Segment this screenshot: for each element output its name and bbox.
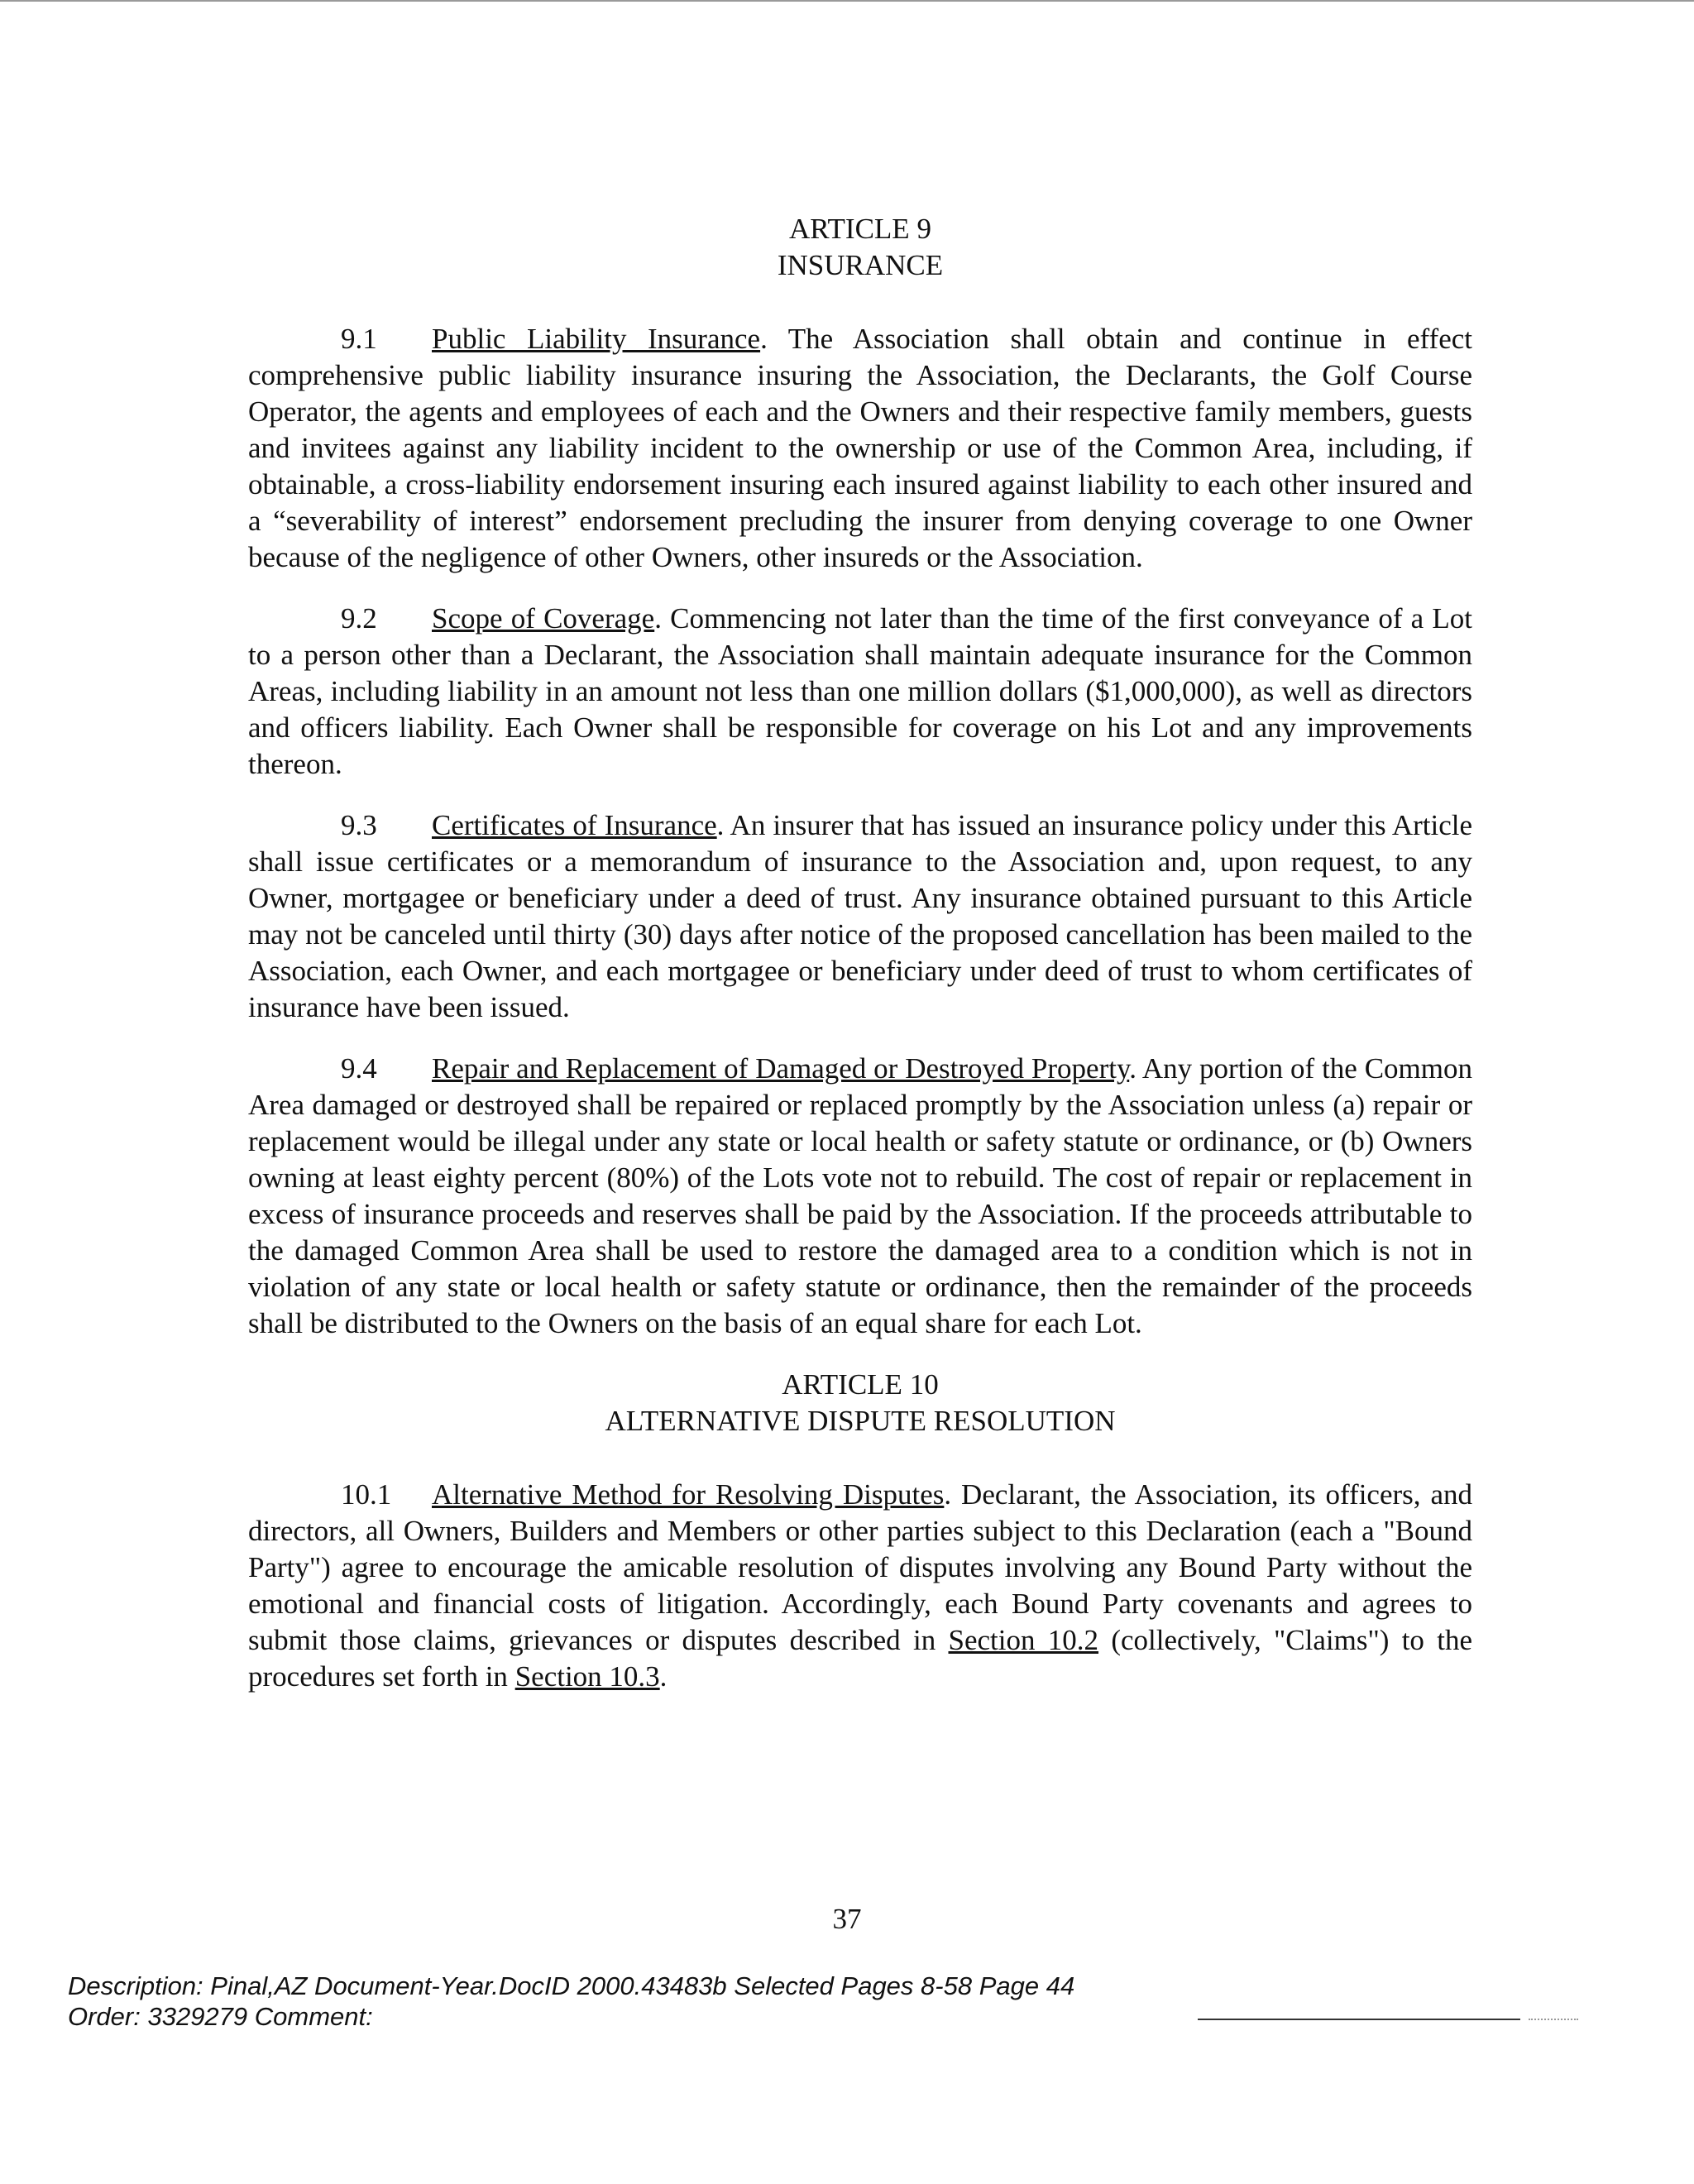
section-9-4 xyxy=(248,1051,1472,1342)
section-reference: Section 10.3 xyxy=(514,1660,660,1693)
section-heading: Certificates of Insurance xyxy=(432,809,717,841)
section-number: 9.2 xyxy=(341,602,377,635)
section-10-1 xyxy=(248,1477,1472,1695)
top-scan-rule xyxy=(0,0,1694,2)
footer-description: Description: Pinal,AZ Document-Year.DocID 2000.43483b Selected Pages 8-58 Page 44 xyxy=(68,1971,1075,2000)
section-heading: Repair and Replacement of Damaged or Destroyed Property xyxy=(432,1052,1130,1085)
section-text: (collectively, "Claims") to the procedures set forth in xyxy=(248,1624,1472,1693)
section-9-2 xyxy=(248,601,1472,783)
section-text: . The Association shall obtain and continue in effect comprehensive public liability insurance insuring the Association, the Declarants, the Golf Course Operator, the agents and employees of each and the Owners and their respective family members, guests and invitees against any liability incident to the ownership or use of the Common Area, including, if obtainable, a cross-liability endorsement insuring each insured against liability to each other insured and a “severability of interest” endorsement precluding the insurer from denying coverage to one Owner because of the negligence of other Owners, other insureds or the Association. xyxy=(248,323,1472,573)
article-10-header xyxy=(248,1367,1472,1439)
section-text: . Declarant, the Association, its officers, and directors, all Owners, Builders and Members or other parties subject to this Declaration (each a "Bound Party") agree to encourage the amicable resolution of disputes involving any Bound Party without the emotional and financial costs of litigation. Accordingly, each Bound Party covenants and agrees to submit those claims, grievances or disputes described in xyxy=(248,1478,1472,1656)
comment-line-dots xyxy=(1529,2019,1578,2020)
document-footer xyxy=(68,1971,1226,2032)
section-text: . An insurer that has issued an insurance policy under this Article shall issue certificates or a memorandum of insurance to the Association and, upon request, to any Owner, mortgagee or beneficiary under a deed of trust. Any insurance obtained pursuant to this Article may not be canceled until thirty (30) days after notice of the proposed cancellation has been mailed to the Association, each Owner, and each mortgagee or beneficiary under deed of trust to whom certificates of insurance have been issued. xyxy=(248,809,1472,1023)
page-number: 37 xyxy=(832,1903,862,1935)
footer-order-comment: Order: 3329279 Comment: xyxy=(68,2002,373,2031)
section-9-1 xyxy=(248,321,1472,576)
section-heading: Scope of Coverage xyxy=(432,602,655,635)
section-text: . xyxy=(659,1660,668,1693)
comment-line xyxy=(1198,2019,1520,2020)
section-9-3 xyxy=(248,807,1472,1026)
section-heading: Public Liability Insurance xyxy=(432,323,761,355)
article-subtitle: INSURANCE xyxy=(777,249,944,281)
article-title: ARTICLE 9 xyxy=(789,213,931,245)
article-title: ARTICLE 10 xyxy=(782,1368,939,1401)
section-reference: Section 10.2 xyxy=(948,1624,1099,1656)
section-number: 9.1 xyxy=(341,323,377,355)
section-text: . Any portion of the Common Area damaged or destroyed shall be repaired or replaced promptly by the Association unless (a) repair or replacement would be illegal under any state or local health or safety statute or ordinance, or (b) Owners owning at least eighty percent (80%) of the Lots vote not to rebuild. The cost of repair or replacement in excess of insurance proceeds and reserves shall be paid by the Association. If the proceeds attributable to the damaged Common Area shall be used to restore the damaged area to a condition which is not in violation of any state or local health or safety statute or ordinance, then the remainder of the proceeds shall be distributed to the Owners on the basis of an equal share for each Lot. xyxy=(248,1052,1473,1339)
section-text: . Commencing not later than the time of the first conveyance of a Lot to a person other than a Declarant, the Association shall maintain adequate insurance for the Common Areas, including liability in an amount not less than one million dollars ($1,000,000), as well as directors and officers liability. Each Owner shall be responsible for coverage on his Lot and any improvements thereon. xyxy=(248,602,1473,780)
article-subtitle: ALTERNATIVE DISPUTE RESOLUTION xyxy=(605,1405,1116,1437)
section-heading: Alternative Method for Resolving Disputes xyxy=(432,1478,945,1511)
section-number: 9.3 xyxy=(341,809,377,841)
section-number: 9.4 xyxy=(341,1052,377,1085)
document-page xyxy=(248,211,1472,1720)
article-9-header xyxy=(248,211,1472,284)
section-number: 10.1 xyxy=(341,1478,392,1511)
